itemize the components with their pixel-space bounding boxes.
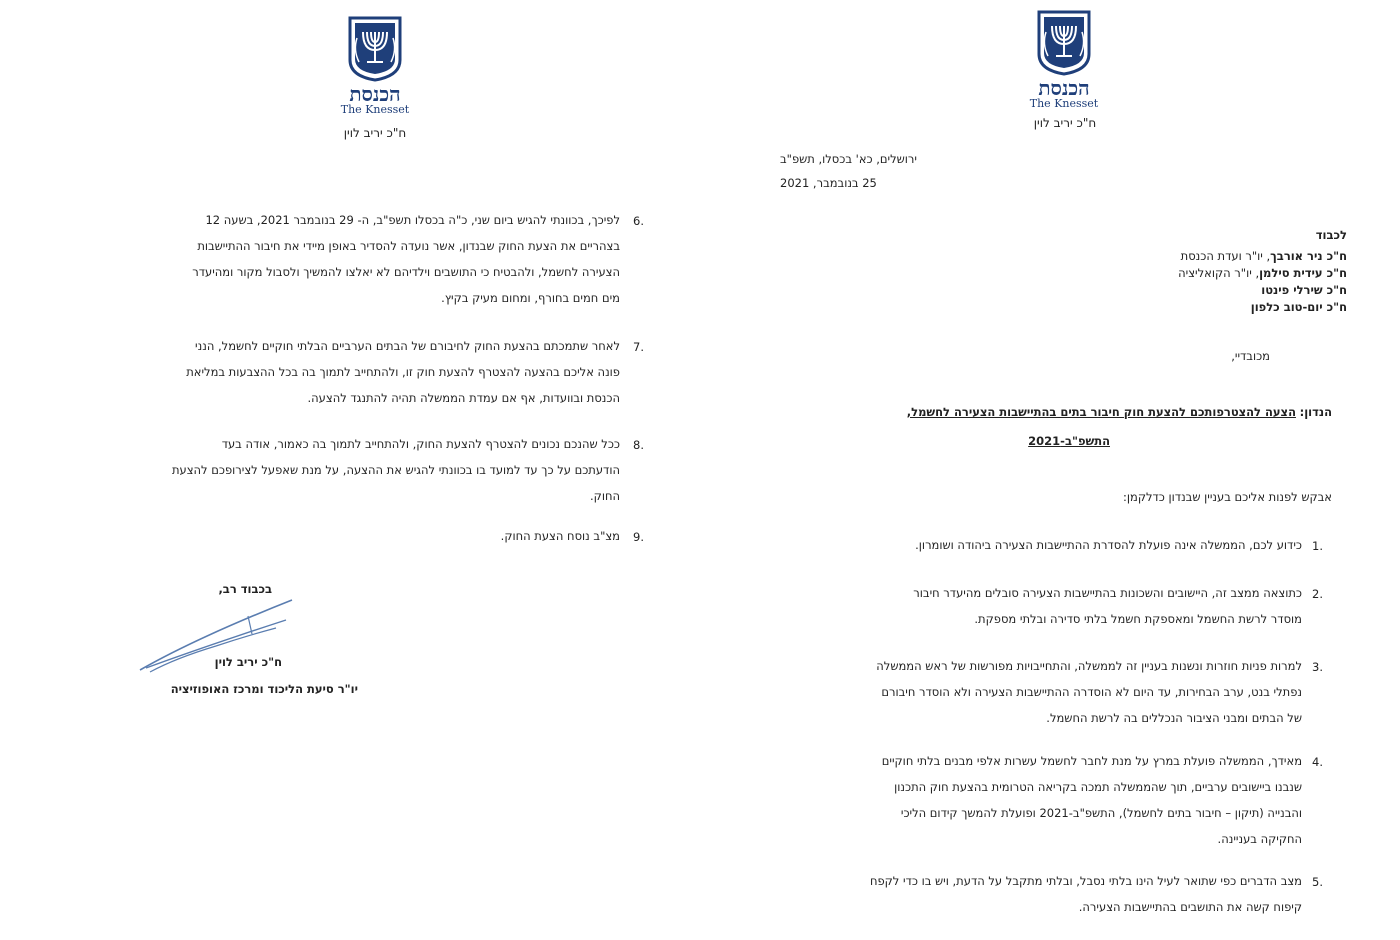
recipient: ח"כ שירלי פינטו: [1261, 283, 1347, 297]
letter-page-1: [700, 0, 1400, 940]
paragraph-number: 6.: [633, 214, 644, 228]
paragraph-line: בצהריים את הצעת החוק שבנדון, אשר נועדה להסדיר באופן מיידי את חיבור ההתיישבות: [197, 239, 620, 253]
emblem-english-text: The Knesset: [340, 103, 410, 116]
paragraph-line: מאידך, הממשלה פועלת במרץ על מנת לחבר לחשמל עשרות אלפי מבנים בלתי חוקיים: [881, 754, 1302, 768]
paragraph-8: [60, 431, 620, 509]
menorah-icon: [1036, 10, 1092, 76]
paragraph-line: של הבתים ומבני הציבור הנכללים בה לרשת החשמל.: [1046, 711, 1302, 725]
paragraph-line: והבנייה (תיקון – חיבור בתים לחשמל), התשפ"ב-2021 ופועלת להמשך קידום הליכי: [900, 806, 1302, 820]
paragraph-line: מוסדר לרשת החשמל ומאספקת חשמל בלתי סדירה ובלתי מספקת.: [974, 612, 1302, 626]
paragraph-number: 3.: [1312, 660, 1323, 674]
paragraph-line: כידוע לכם, הממשלה אינה פועלת להסדרת ההתיישבות הצעירה ביהודה ושומרון.: [915, 538, 1302, 552]
paragraph-9: [60, 523, 620, 549]
to-label: לכבוד: [1315, 228, 1347, 242]
paragraph-line: הצעירה לחשמל, ולהבטיח כי התושבים וילדיהם לא יאלצו להמשיך ולסבול מקור ומהיעדר: [192, 265, 620, 279]
salutation: מכובדיי,: [1231, 349, 1270, 363]
paragraph-number: 9.: [633, 530, 644, 544]
paragraph-line: שנבנו ביישובים ערביים, תוך שהממשלה תמכה בקריאה הטרומית בהצעת חוק התכנון: [894, 780, 1302, 794]
paragraph-line: מצ"ב נוסח הצעת החוק.: [500, 529, 620, 543]
emblem-hebrew-text: הכנסת: [349, 82, 401, 106]
paragraph-line: לפיכך, בכוונתי להגיש ביום שני, כ"ה בכסלו תשפ"ב, ה- 29 בנובמבר 2021, בשעה 12: [205, 213, 620, 227]
recipient: ח"כ יום-טוב כלפון: [1250, 300, 1347, 314]
subject-line: [772, 399, 1332, 425]
paragraph-5: [772, 868, 1302, 920]
subject-text: הצעה להצטרפותכם להצעת חוק חיבור בתים בהתיישבות הצעירה לחשמל,: [906, 405, 1296, 419]
mk-name: ח"כ יריב לוין: [1033, 116, 1097, 130]
paragraph-number: 4.: [1312, 755, 1323, 769]
paragraph-number: 5.: [1312, 875, 1323, 889]
paragraph-line: החוק.: [590, 489, 620, 503]
signer-name: ח"כ יריב לוין: [214, 655, 282, 669]
recipient: ח"כ ניר אורבך, יו"ר ועדת הכנסת: [1180, 249, 1347, 263]
mk-name: ח"כ יריב לוין: [343, 126, 407, 140]
date-gregorian: 25 בנובמבר, 2021: [780, 176, 877, 190]
paragraph-line: נפתלי בנט, ערב הבחירות, עד היום לא הוסדרה ההתיישבות הצעירה ולא הוסדר חיבורם: [881, 685, 1302, 699]
paragraph-number: 1.: [1312, 539, 1323, 553]
intro-text: אבקש לפנות אליכם בעניין שבנדון כדלקמן:: [1123, 490, 1332, 504]
closing-text: בכבוד רב,: [218, 582, 272, 596]
recipient: ח"כ עידית סילמן, יו"ר הקואליציה: [1178, 266, 1347, 280]
paragraph-line: ככל שהנכם נכונים להצטרף להצעת החוק, ולהתחייב לתמוך בה כאמור, אודה בעד: [221, 437, 620, 451]
recipient-list: [947, 248, 1347, 316]
paragraph-number: 2.: [1312, 587, 1323, 601]
knesset-emblem: [340, 16, 410, 116]
paragraph-number: 7.: [633, 340, 644, 354]
subject-year: התשפ"ב-2021: [1028, 434, 1110, 448]
paragraph-1: [782, 532, 1302, 558]
paragraph-4: [772, 748, 1302, 852]
date-hebrew: ירושלים, כא' בכסלו, תשפ"ב: [780, 152, 917, 166]
paragraph-line: קיפוח קשה את התושבים בהתיישבות הצעירה.: [1078, 900, 1302, 914]
menorah-icon: [347, 16, 403, 82]
paragraph-line: למרות פניות חוזרות ונשנות בעניין זה לממשלה, והתחייבויות מפורשות של ראש הממשלה: [876, 659, 1302, 673]
paragraph-line: לאחר שתמכתם בהצעת החוק לחיבורם של הבתים הערביים הבלתי חוקיים לחשמל, הנני: [195, 339, 620, 353]
paragraph-2: [772, 580, 1302, 632]
paragraph-7: [60, 333, 620, 411]
emblem-english-text: The Knesset: [1029, 97, 1099, 110]
paragraph-line: הכנסת ובוועדות, אף אם עמדת הממשלה תהיה להתנגד להצעה.: [307, 391, 620, 405]
paragraph-line: הודעתכם על כך עד למועד בו בכוונתי להגיש את ההצעה, על מנת שאפעל לצירופכם להצעת: [171, 463, 620, 477]
knesset-emblem: [1029, 10, 1099, 110]
emblem-hebrew-text: הכנסת: [1038, 76, 1090, 100]
paragraph-6: [60, 207, 620, 311]
paragraph-line: פונה אליכם בהצעה להצטרף להצעת חוק זו, ולהתחייב לתמוך בה בכל ההצבעות במליאת: [186, 365, 620, 379]
paragraph-line: מצב הדברים כפי שתואר לעיל הינו בלתי נסבל, ובלתי מתקבל על הדעת, ויש בו כדי לקפח: [869, 874, 1302, 888]
paragraph-line: החקיקה בעניינה.: [1217, 832, 1302, 846]
paragraph-line: מים חמים בחורף, ומחום מעיק בקיץ.: [441, 291, 620, 305]
paragraph-number: 8.: [633, 438, 644, 452]
subject-label: הנדון:: [1299, 405, 1332, 419]
signer-title: יו"ר סיעת הליכוד ומרכז האופוזיציה: [170, 682, 358, 696]
paragraph-line: כתוצאה ממצב זה, היישובים והשכונות בהתיישבות הצעירה סובלים מהיעדר חיבור: [913, 586, 1302, 600]
paragraph-3: [772, 653, 1302, 731]
